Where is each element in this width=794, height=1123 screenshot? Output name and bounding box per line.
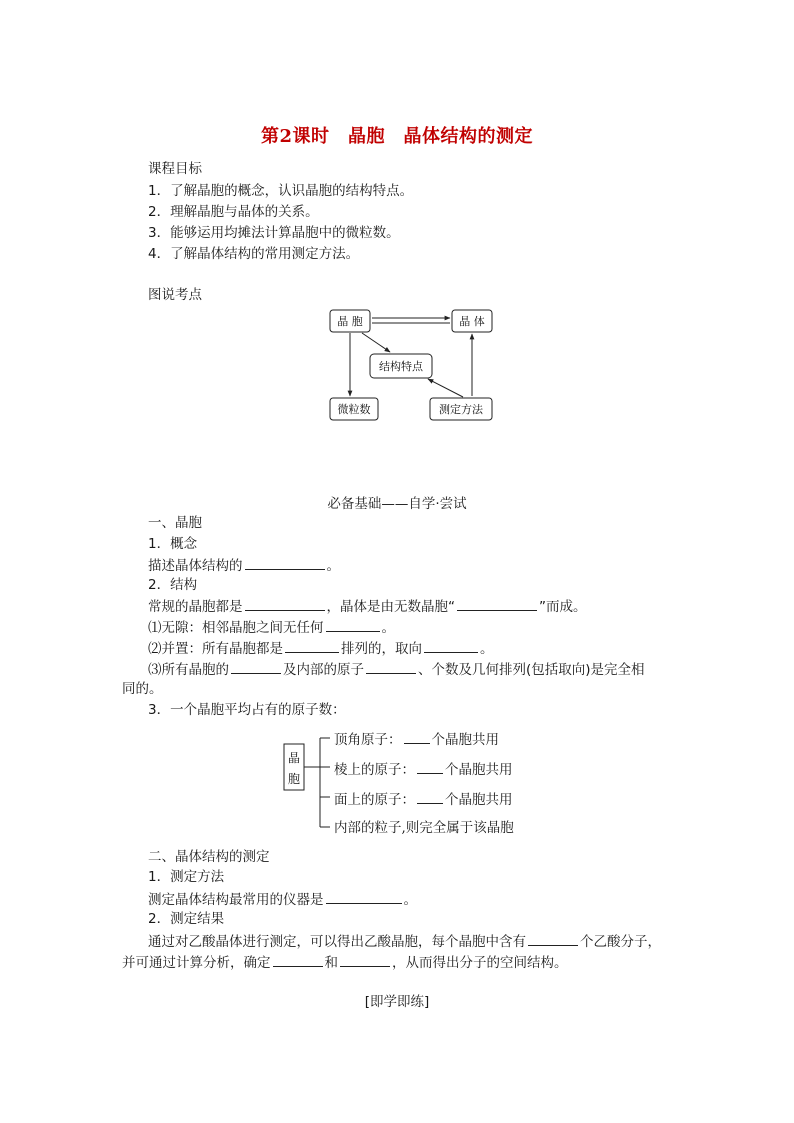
part2-s2: 2．测定结果 bbox=[148, 911, 225, 927]
diagram-heading: 图说考点 bbox=[148, 287, 202, 303]
sharing-bracket bbox=[282, 734, 332, 834]
goal-item: 4．了解晶体结构的常用测定方法。 bbox=[148, 246, 360, 262]
concept-diagram bbox=[320, 300, 510, 430]
answer-blank[interactable] bbox=[457, 596, 537, 611]
bracket-label-bottom: 胞 bbox=[287, 772, 301, 786]
section-title: 必备基础——自学·尝试 bbox=[327, 496, 467, 512]
inner-particles: 内部的粒子,则完全属于该晶胞 bbox=[334, 820, 514, 836]
part1-s2: 2．结构 bbox=[148, 577, 198, 593]
answer-blank[interactable] bbox=[273, 952, 323, 967]
corner-atoms: 顶角原子： 个晶胞共用 bbox=[334, 729, 499, 749]
method-line: 测定晶体结构最常用的仪器是 。 bbox=[148, 889, 417, 909]
bracket-label-top: 晶 bbox=[287, 751, 301, 765]
answer-blank[interactable] bbox=[366, 659, 416, 674]
node-particles: 微粒数 bbox=[337, 403, 371, 416]
answer-blank[interactable] bbox=[285, 638, 339, 653]
part2-s1: 1．测定方法 bbox=[148, 869, 225, 885]
goals-heading: 课程目标 bbox=[148, 161, 202, 177]
part2-heading: 二、晶体结构的测定 bbox=[148, 849, 270, 865]
answer-blank[interactable] bbox=[404, 729, 430, 744]
result-line-2: 并可通过计算分析，确定 和 ，从而得出分子的空间结构。 bbox=[122, 952, 568, 972]
practice-label: [即学即练] bbox=[364, 994, 430, 1010]
answer-blank[interactable] bbox=[340, 952, 390, 967]
result-line-1: 通过对乙酸晶体进行测定，可以得出乙酸晶胞，每个晶胞中含有 个乙酸分子， bbox=[148, 931, 661, 951]
page-title: 第2课时 晶胞 晶体结构的测定 bbox=[260, 126, 534, 147]
answer-blank[interactable] bbox=[528, 931, 578, 946]
node-method: 测定方法 bbox=[439, 403, 483, 416]
structure-item-3: ⑶所有晶胞的 及内部的原子 、个数及几何排列(包括取向)是完全相 bbox=[148, 659, 645, 679]
answer-blank[interactable] bbox=[245, 596, 325, 611]
structure-item-2: ⑵并置：所有晶胞都是 排列的，取向 。 bbox=[148, 638, 494, 658]
answer-blank[interactable] bbox=[326, 617, 380, 632]
face-atoms: 面上的原子： 个晶胞共用 bbox=[334, 789, 513, 809]
answer-blank[interactable] bbox=[231, 659, 281, 674]
part1-s3: 3．一个晶胞平均占有的原子数： bbox=[148, 702, 346, 718]
node-cell: 晶 胞 bbox=[337, 315, 363, 328]
structure-item-3-cont: 同的。 bbox=[122, 681, 163, 697]
edge-atoms: 棱上的原子： 个晶胞共用 bbox=[334, 759, 513, 779]
node-features: 结构特点 bbox=[379, 360, 423, 373]
structure-line: 常规的晶胞都是 ，晶体是由无数晶胞“ ”而成。 bbox=[148, 596, 587, 616]
goal-item: 3．能够运用均摊法计算晶胞中的微粒数。 bbox=[148, 225, 400, 241]
goal-item: 2．理解晶胞与晶体的关系。 bbox=[148, 204, 319, 220]
answer-blank[interactable] bbox=[245, 555, 325, 570]
node-crystal: 晶 体 bbox=[459, 315, 485, 328]
answer-blank[interactable] bbox=[417, 759, 443, 774]
concept-line: 描述晶体结构的 。 bbox=[148, 555, 340, 575]
structure-item-1: ⑴无隙：相邻晶胞之间无任何 。 bbox=[148, 617, 395, 637]
part1-s1: 1．概念 bbox=[148, 536, 198, 552]
part1-heading: 一、晶胞 bbox=[148, 515, 202, 531]
answer-blank[interactable] bbox=[424, 638, 478, 653]
answer-blank[interactable] bbox=[326, 889, 402, 904]
goal-item: 1．了解晶胞的概念，认识晶胞的结构特点。 bbox=[148, 183, 414, 199]
answer-blank[interactable] bbox=[417, 789, 443, 804]
